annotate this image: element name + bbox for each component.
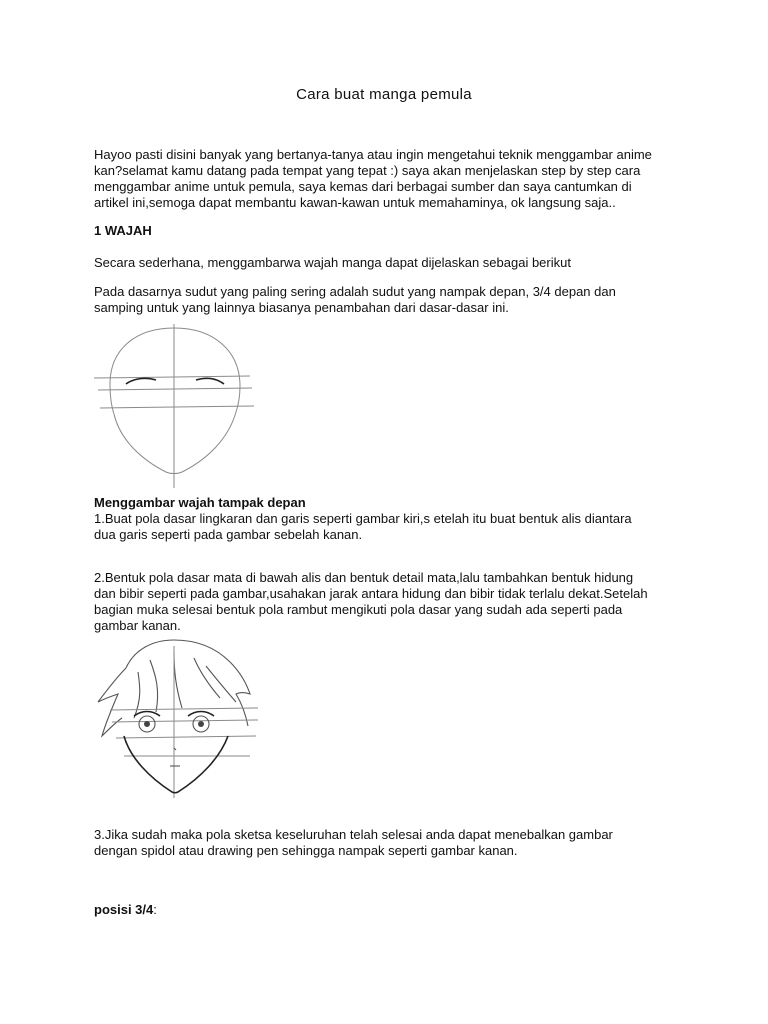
step-1-paragraph [94,511,684,543]
intro-line: kan?selamat kamu datang pada tempat yang tepat :) saya akan menjelaskan step by step cara [94,163,641,178]
section-heading: 1 WAJAH [94,223,152,238]
step-1-line: 1.Buat pola dasar lingkaran dan garis seperti gambar kiri,s etelah itu buat bentuk alis diantara [94,511,632,526]
front-view-heading: Menggambar wajah tampak depan [94,495,306,510]
angles-line: Pada dasarnya sudut yang paling sering adalah sudut yang nampak depan, 3/4 depan dan [94,284,616,299]
step-1-line: dua garis seperti pada gambar sebelah kanan. [94,527,363,542]
angles-paragraph [94,284,684,316]
intro-line: menggambar anime untuk pemula, saya kemas dari berbagai sumber dan saya cantumkan di [94,179,632,194]
step-2-line: 2.Bentuk pola dasar mata di bawah alis dan bentuk detail mata,lalu tambahkan bentuk hidung [94,570,634,585]
position-colon: : [153,902,157,917]
intro-paragraph [94,147,684,211]
face-with-hair-sketch [90,632,260,802]
step-2-paragraph [94,570,684,634]
step-3-line: 3.Jika sudah maka pola sketsa keseluruhan telah selesai anda dapat menebalkan gambar [94,827,613,842]
step-2-line: dan bibir seperti pada gambar,usahakan jarak antara hidung dan bibir tidak terlalu dekat.Setelah [94,586,648,601]
step-2-line: gambar kanan. [94,618,181,633]
step-2-line: bagian muka selesai bentuk pola rambut mengikuti pola dasar yang sudah ada seperti pada [94,602,623,617]
simple-explanation [94,255,684,271]
face-with-hair-figure [90,632,260,802]
position-label: posisi 3/4 [94,902,154,917]
intro-line: artikel ini,semoga dapat membantu kawan-kawan untuk memahaminya, ok langsung saja.. [94,195,616,210]
document-title: Cara buat manga pemula [296,86,472,103]
face-construction-figure [90,322,260,490]
simple-line: Secara sederhana, menggambarwa wajah manga dapat dijelaskan sebagai berikut [94,255,571,270]
angles-line: samping untuk yang lainnya biasanya penambahan dari dasar-dasar ini. [94,300,509,315]
step-3-line: dengan spidol atau drawing pen sehingga nampak seperti gambar kanan. [94,843,518,858]
position-heading [94,902,684,918]
face-construction-sketch [90,322,260,490]
step-3-paragraph [94,827,684,859]
intro-line: Hayoo pasti disini banyak yang bertanya-tanya atau ingin mengetahui teknik menggambar anime [94,147,652,162]
